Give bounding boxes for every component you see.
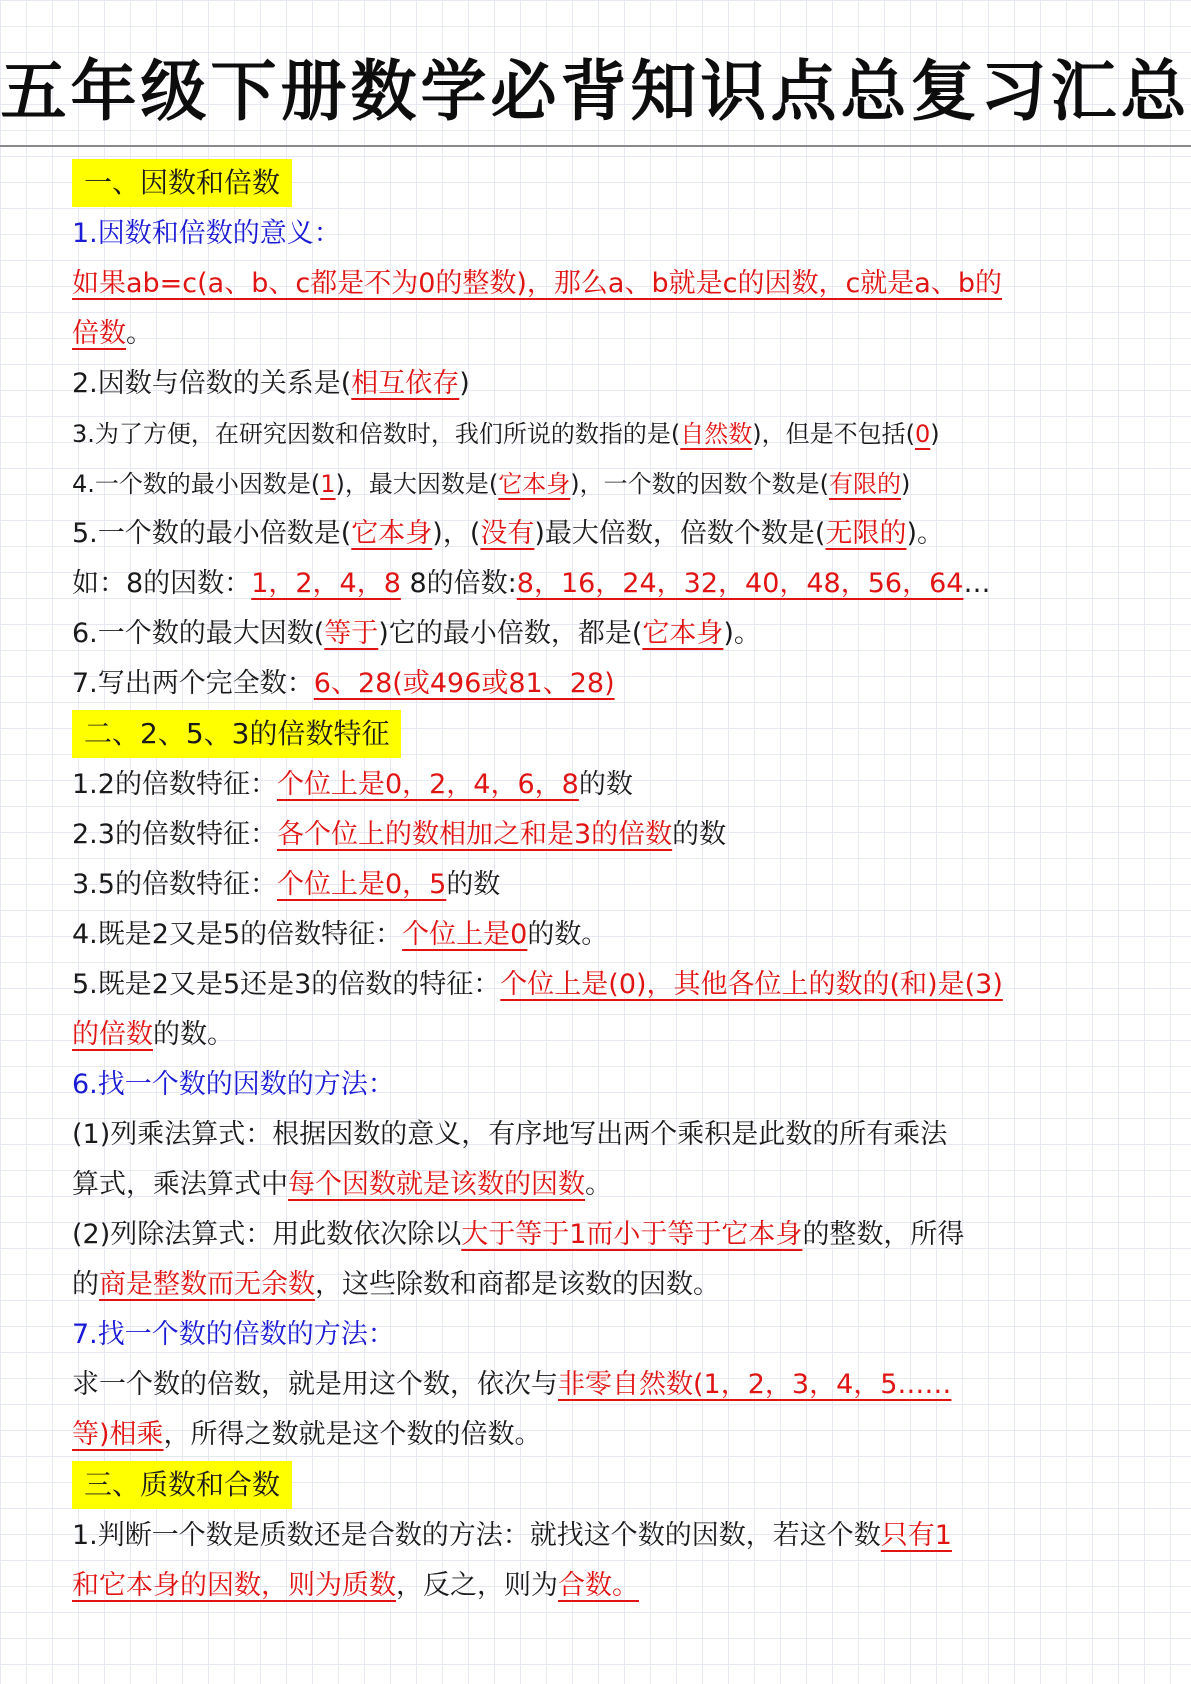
point-text: 求一个数的倍数，就是用这个数，依次与: [72, 1369, 558, 1400]
point-text: 6.一个数的最大因数(: [72, 618, 325, 649]
point-text: 的数。: [153, 1019, 234, 1050]
page-title: 五年级下册数学必背知识点总复习汇总: [0, 53, 1191, 130]
answer-text: 个位上是0，2，4，6，8: [276, 769, 579, 800]
point-text: )它的最小倍数，都是(: [378, 618, 643, 649]
point-text: 5.既是2又是5还是3的倍数的特征：: [72, 969, 501, 1000]
punctuation: 。: [126, 318, 153, 349]
answer-text: 个位上是0，5: [276, 869, 447, 900]
subheading-find-factors: 6.找一个数的因数的方法：: [72, 1069, 395, 1100]
point-text: 的: [72, 1269, 99, 1300]
find-factors-method-2-line-1: [72, 1210, 1122, 1260]
point-text: 5.一个数的最小倍数是(: [72, 518, 352, 549]
point-text: 。: [585, 1169, 612, 1200]
point-text: 的数: [578, 769, 633, 800]
title-divider: [0, 145, 1191, 147]
point-text: 2.因数与倍数的关系是(: [72, 368, 352, 399]
find-factors-method-2-line-2: [72, 1260, 1122, 1310]
feature-2-5-3-line-1: [72, 960, 1122, 1010]
subheading-meaning: 1.因数和倍数的意义：: [72, 218, 341, 249]
point-7: [72, 659, 1122, 709]
point-text: 2.3的倍数特征：: [72, 819, 277, 850]
point-text: )，一个数的因数个数是(: [570, 470, 830, 498]
answer-text: 自然数: [680, 420, 753, 448]
definition-line-1: [72, 259, 1122, 309]
answer-text: 它本身: [642, 618, 724, 649]
point-text: )，最大因数是(: [335, 470, 499, 498]
find-multiples-line-1: [72, 1360, 1122, 1410]
definition-line-2: [72, 309, 1122, 359]
feature-2-and-5: [72, 910, 1122, 960]
definition-text: 如果ab=c(a、b、c都是不为0的整数)，那么a、b就是c的因数，c就是a、b的: [72, 268, 1002, 299]
point-4: [72, 459, 1122, 509]
answer-text: 每个因数就是该数的因数: [288, 1169, 585, 1200]
answer-text: 个位上是0: [402, 919, 528, 950]
find-factors-method-1-line-1: (1)列乘法算式：根据因数的意义，有序地写出两个乘积是此数的所有乘法: [72, 1119, 948, 1150]
point-text: ): [459, 368, 470, 399]
point-text: )，但是不包括(: [752, 420, 915, 448]
answer-text: 有限的: [829, 470, 902, 498]
answer-text: 无限的: [825, 518, 907, 549]
point-text: )。: [723, 618, 761, 649]
answer-text: 没有: [480, 518, 535, 549]
find-multiples-line-2: [72, 1410, 1122, 1460]
definition-term: 倍数: [72, 318, 126, 349]
answer-text: 和它本身的因数，则为质数: [72, 1570, 396, 1601]
point-text: 7.写出两个完全数：: [72, 668, 314, 699]
notes-body: [72, 158, 1122, 1611]
answer-text: 大于等于1而小于等于它本身: [461, 1219, 803, 1250]
find-factors-method-1-line-2: [72, 1160, 1122, 1210]
answer-text: 个位上是(0)，其他各位上的数的(和)是(3): [500, 969, 1003, 1000]
feature-3: [72, 810, 1122, 860]
point-text: 1.2的倍数特征：: [72, 769, 277, 800]
feature-5: [72, 860, 1122, 910]
point-text: 1.判断一个数是质数还是合数的方法：就找这个数的因数，若这个数: [72, 1520, 881, 1551]
point-text: (2)列除法算式：用此数依次除以: [72, 1219, 462, 1250]
answer-text: 6、28(或496或81、28): [313, 668, 615, 699]
point-text: 3.5的倍数特征：: [72, 869, 277, 900]
point-text: ): [901, 470, 911, 498]
point-text: 8的倍数:: [400, 568, 517, 599]
answer-text: 各个位上的数相加之和是3的倍数: [276, 819, 673, 850]
point-text: ，所得之数就是这个数的倍数。: [163, 1419, 542, 1450]
answer-text: 只有1: [880, 1520, 952, 1551]
point-text: ，反之，则为: [396, 1570, 558, 1601]
point-text: ): [930, 420, 940, 448]
section-heading-multiple-features: 二、2、5、3的倍数特征: [72, 710, 401, 758]
answer-text: 等于: [324, 618, 379, 649]
point-text: )。: [906, 518, 944, 549]
answer-text: 合数。: [558, 1570, 639, 1601]
point-5: [72, 509, 1122, 559]
feature-2-5-3-line-2: [72, 1010, 1122, 1060]
point-text: 的整数，所得: [802, 1219, 965, 1250]
section-heading-factors-multiples: 一、因数和倍数: [72, 159, 292, 207]
answer-text: 的倍数: [72, 1019, 153, 1050]
answer-text: 它本身: [498, 470, 571, 498]
point-text: 4.既是2又是5的倍数特征：: [72, 919, 403, 950]
answer-text: 1，2，4，8: [251, 568, 401, 599]
answer-text: 商是整数而无余数: [99, 1269, 315, 1300]
point-text: 4.一个数的最小因数是(: [72, 470, 321, 498]
point-text: 如：8的因数：: [72, 568, 252, 599]
feature-2: [72, 760, 1122, 810]
answer-text: 非零自然数(1，2，3，4，5……: [558, 1369, 952, 1400]
point-text: 3.为了方便，在研究因数和倍数时，我们所说的数指的是(: [72, 420, 681, 448]
answer-text: 1: [320, 470, 336, 498]
prime-method-line-2: [72, 1561, 1122, 1611]
example-line: [72, 559, 1122, 609]
section-heading-prime-composite: 三、质数和合数: [72, 1461, 292, 1509]
point-text: 的数。: [527, 919, 609, 950]
point-2: [72, 359, 1122, 409]
point-6: [72, 609, 1122, 659]
answer-text: 等)相乘: [72, 1419, 164, 1450]
point-text: )，(: [432, 518, 481, 549]
point-text: ，这些除数和商都是该数的因数。: [315, 1269, 720, 1300]
prime-method-line-1: [72, 1511, 1122, 1561]
point-3: [72, 409, 1122, 459]
point-text: …: [963, 568, 991, 599]
answer-text: 它本身: [351, 518, 433, 549]
subheading-find-multiples: 7.找一个数的倍数的方法：: [72, 1319, 395, 1350]
answer-text: 相互依存: [351, 368, 460, 399]
point-text: 的数: [672, 819, 727, 850]
answer-text: 8，16，24，32，40，48，56，64: [516, 568, 964, 599]
point-text: 的数: [446, 869, 501, 900]
point-text: )最大倍数，倍数个数是(: [534, 518, 826, 549]
point-text: 算式，乘法算式中: [72, 1169, 288, 1200]
answer-text: 0: [915, 420, 931, 448]
